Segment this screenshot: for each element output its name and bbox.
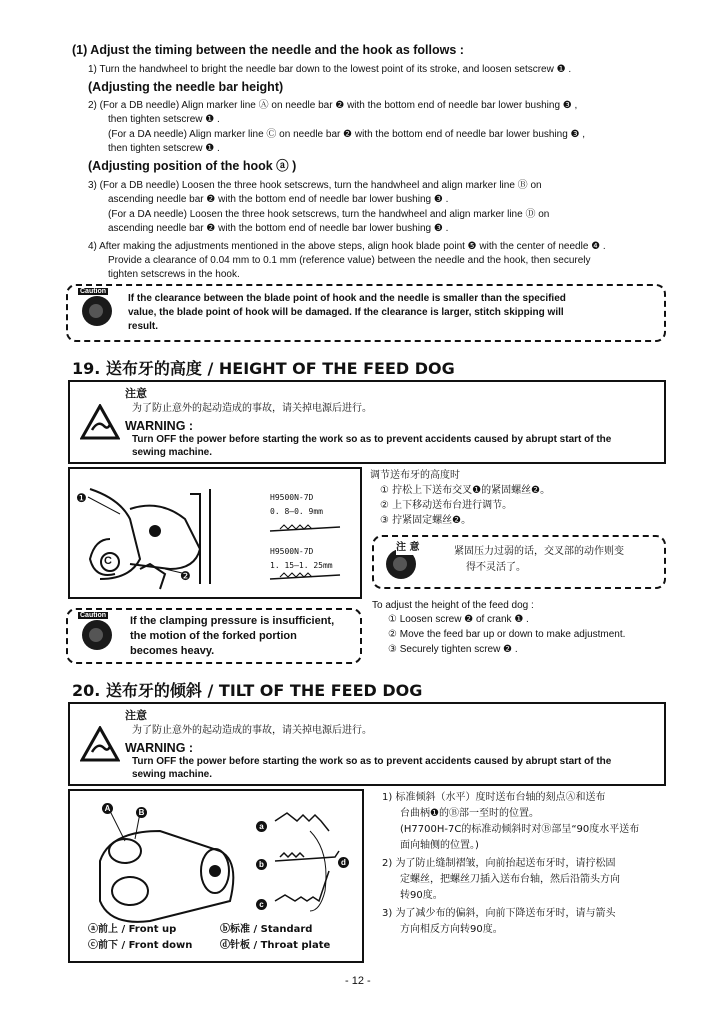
cn-step-1-line-4: 面向轴侧的位置。): [400, 840, 479, 851]
page-number: - 12 -: [345, 975, 371, 987]
en-instructions-title: To adjust the height of the feed dog :: [372, 600, 534, 611]
caution-text-1: If the clearance between the blade point of hook and the needle is smaller than the specified: [128, 293, 566, 304]
en-step-3: ③ Securely tighten screw ❷ .: [388, 644, 518, 655]
fig-callout-d: d: [338, 851, 349, 869]
step-2b: (For a DA needle) Align marker line Ⓒ on needle bar ❷ with the bottom end of needle bar lower bushing ❸ ,: [108, 129, 586, 140]
caution-text-3: result.: [128, 321, 159, 332]
fig-callout-B: B: [136, 801, 147, 819]
cn-step-1-line-3: (H7700H-7C的标准动倾斜时对Ⓑ部呈“90度水平送布: [400, 824, 640, 835]
warning-triangle-icon: [80, 726, 120, 762]
en-step-2: ② Move the feed bar up or down to make adjustment.: [388, 629, 626, 640]
warning-text-1: Turn OFF the power before starting the work so as to prevent accidents caused by abrupt start of the: [132, 756, 612, 767]
section-20-title: 20. 送布牙的倾斜 / TILT OF THE FEED DOG: [72, 681, 423, 700]
cn-caution-text-1: 紧固压力过弱的话，交叉部的动作则变: [454, 546, 624, 557]
warning-text-2: sewing machine.: [132, 769, 213, 780]
warning-cn-text: 为了防止意外的起动造成的事故，请关掉电源后进行。: [132, 403, 372, 414]
fig-callout-c: c: [256, 893, 267, 911]
legend-front-down: ⓒ前下 / Front down: [88, 940, 193, 951]
fig-callout-b: b: [256, 853, 267, 871]
subheading-hook: (Adjusting position of the hook ⓐ ): [88, 159, 297, 173]
cn-step-1-line-1: 1) 标准倾斜（水平）度时送布台轴的刻点Ⓐ和送布: [382, 792, 606, 803]
caution-text-2: value, the blade point of hook will be damaged. If the clearance is larger, stitch skipping will: [128, 307, 564, 318]
cn-step-3-line-2: 方向相反方向转90度。: [400, 924, 503, 935]
warning-triangle-icon: [80, 404, 120, 440]
cn-step-1: ① 拧松上下送布交叉❶的紧固螺丝❷。: [380, 485, 551, 496]
step-2b-cont: then tighten setscrew ❶ .: [108, 143, 220, 154]
fig-model-1: H9500N-7D: [270, 493, 314, 502]
fig-callout-a: a: [256, 815, 267, 833]
warning-title: WARNING :: [125, 419, 194, 433]
caution-text-1: If the clamping pressure is insufficient,: [130, 615, 335, 627]
section-heading: (1) Adjust the timing between the needle and the hook as follows :: [72, 43, 464, 57]
step-3b: (For a DA needle) Loosen the three hook setscrews, turn the handwheel and align marker line Ⓓ on: [108, 209, 550, 220]
cn-caution-box: [372, 535, 666, 589]
subheading-needle-bar: (Adjusting the needle bar height): [88, 80, 284, 94]
fig-value-2: 1. 15–1. 25mm: [270, 561, 333, 570]
cn-step-3: ③ 拧紧固定螺丝❷。: [380, 515, 472, 526]
warning-title: WARNING :: [125, 741, 194, 755]
fig-model-2: H9500N-7D: [270, 547, 314, 556]
step-4-cont2: tighten setscrews in the hook.: [108, 269, 240, 280]
caution-text-2: the motion of the forked portion: [130, 630, 297, 642]
cn-step-2-line-3: 转90度。: [400, 890, 443, 901]
warning-cn-title: 注意: [125, 709, 147, 722]
caution-box-19: [66, 608, 362, 664]
cn-step-3-line-1: 3) 为了减少布的偏斜，向前下降送布牙时，请与箭头: [382, 908, 616, 919]
caution-box: [66, 284, 666, 342]
crank-illustration: [70, 469, 360, 597]
en-step-1: ① Loosen screw ❷ of crank ❶ .: [388, 614, 529, 625]
step-3a: 3) (For a DB needle) Loosen the three hook setscrews, turn the handwheel and align marker line Ⓑ on: [88, 180, 542, 191]
cn-instructions-title: 调节送布牙的高度时: [370, 470, 460, 481]
fig-callout-c: C: [104, 555, 112, 567]
feed-dog-height-figure: [68, 467, 362, 599]
warning-box-20: [68, 702, 666, 786]
section-19-title: 19. 送布牙的高度 / HEIGHT OF THE FEED DOG: [72, 359, 455, 378]
cn-step-2: ② 上下移动送布台进行调节。: [380, 500, 513, 511]
fig-callout-1: ❶: [76, 491, 87, 505]
step-3a-cont: ascending needle bar ❷ with the bottom end of needle bar lower bushing ❸ .: [108, 194, 449, 205]
step-1: 1) Turn the handwheel to bright the needle bar down to the lowest point of its stroke, and loosen setscrew ❶ .: [88, 64, 572, 75]
warning-box: [68, 380, 666, 464]
cn-step-2-line-1: 2) 为了防止缝制褶皱，向前抬起送布牙时，请拧松固: [382, 858, 616, 869]
legend-standard: ⓑ标准 / Standard: [220, 924, 313, 935]
fig-value-1: 0. 8–0. 9mm: [270, 507, 323, 516]
caution-hand-icon: [82, 620, 112, 650]
legend-throat-plate: ⓓ针板 / Throat plate: [220, 940, 331, 951]
cn-caution-text-2: 得不灵活了。: [466, 562, 526, 573]
step-4: 4) After making the adjustments mentioned in the above steps, align hook blade point ❺ with the center of needle ❹ .: [88, 241, 606, 252]
warning-text-2: sewing machine.: [132, 447, 213, 458]
cn-step-2-line-2: 定螺丝，把螺丝刀插入送布台轴，然后沿箭头方向: [400, 874, 620, 885]
step-2a: 2) (For a DB needle) Align marker line Ⓐ on needle bar ❷ with the bottom end of needle bar lower bushing ❸ ,: [88, 100, 578, 111]
fig-callout-2: ❷: [180, 569, 191, 583]
warning-text-1: Turn OFF the power before starting the work so as to prevent accidents caused by abrupt start of the: [132, 434, 612, 445]
feed-dog-tilt-figure: [68, 789, 364, 963]
cn-caution-label: 注 意: [396, 542, 420, 553]
warning-cn-text: 为了防止意外的起动造成的事故，请关掉电源后进行。: [132, 725, 372, 736]
legend-front-up: ⓐ前上 / Front up: [88, 924, 177, 935]
caution-hand-icon: [82, 296, 112, 326]
step-3b-cont: ascending needle bar ❷ with the bottom end of needle bar lower bushing ❸ .: [108, 223, 449, 234]
caution-label: Caution: [80, 612, 107, 619]
caution-text-3: becomes heavy.: [130, 645, 215, 657]
fig-callout-A: A: [102, 797, 113, 815]
warning-cn-title: 注意: [125, 387, 147, 400]
caution-label: Caution: [80, 288, 107, 295]
step-2a-cont: then tighten setscrew ❶ .: [108, 114, 220, 125]
cn-step-1-line-2: 台曲柄❶的Ⓑ部一至时的位置。: [400, 808, 539, 819]
step-4-cont: Provide a clearance of 0.04 mm to 0.1 mm (reference value) between the needle and the hook, then securely: [108, 255, 591, 266]
